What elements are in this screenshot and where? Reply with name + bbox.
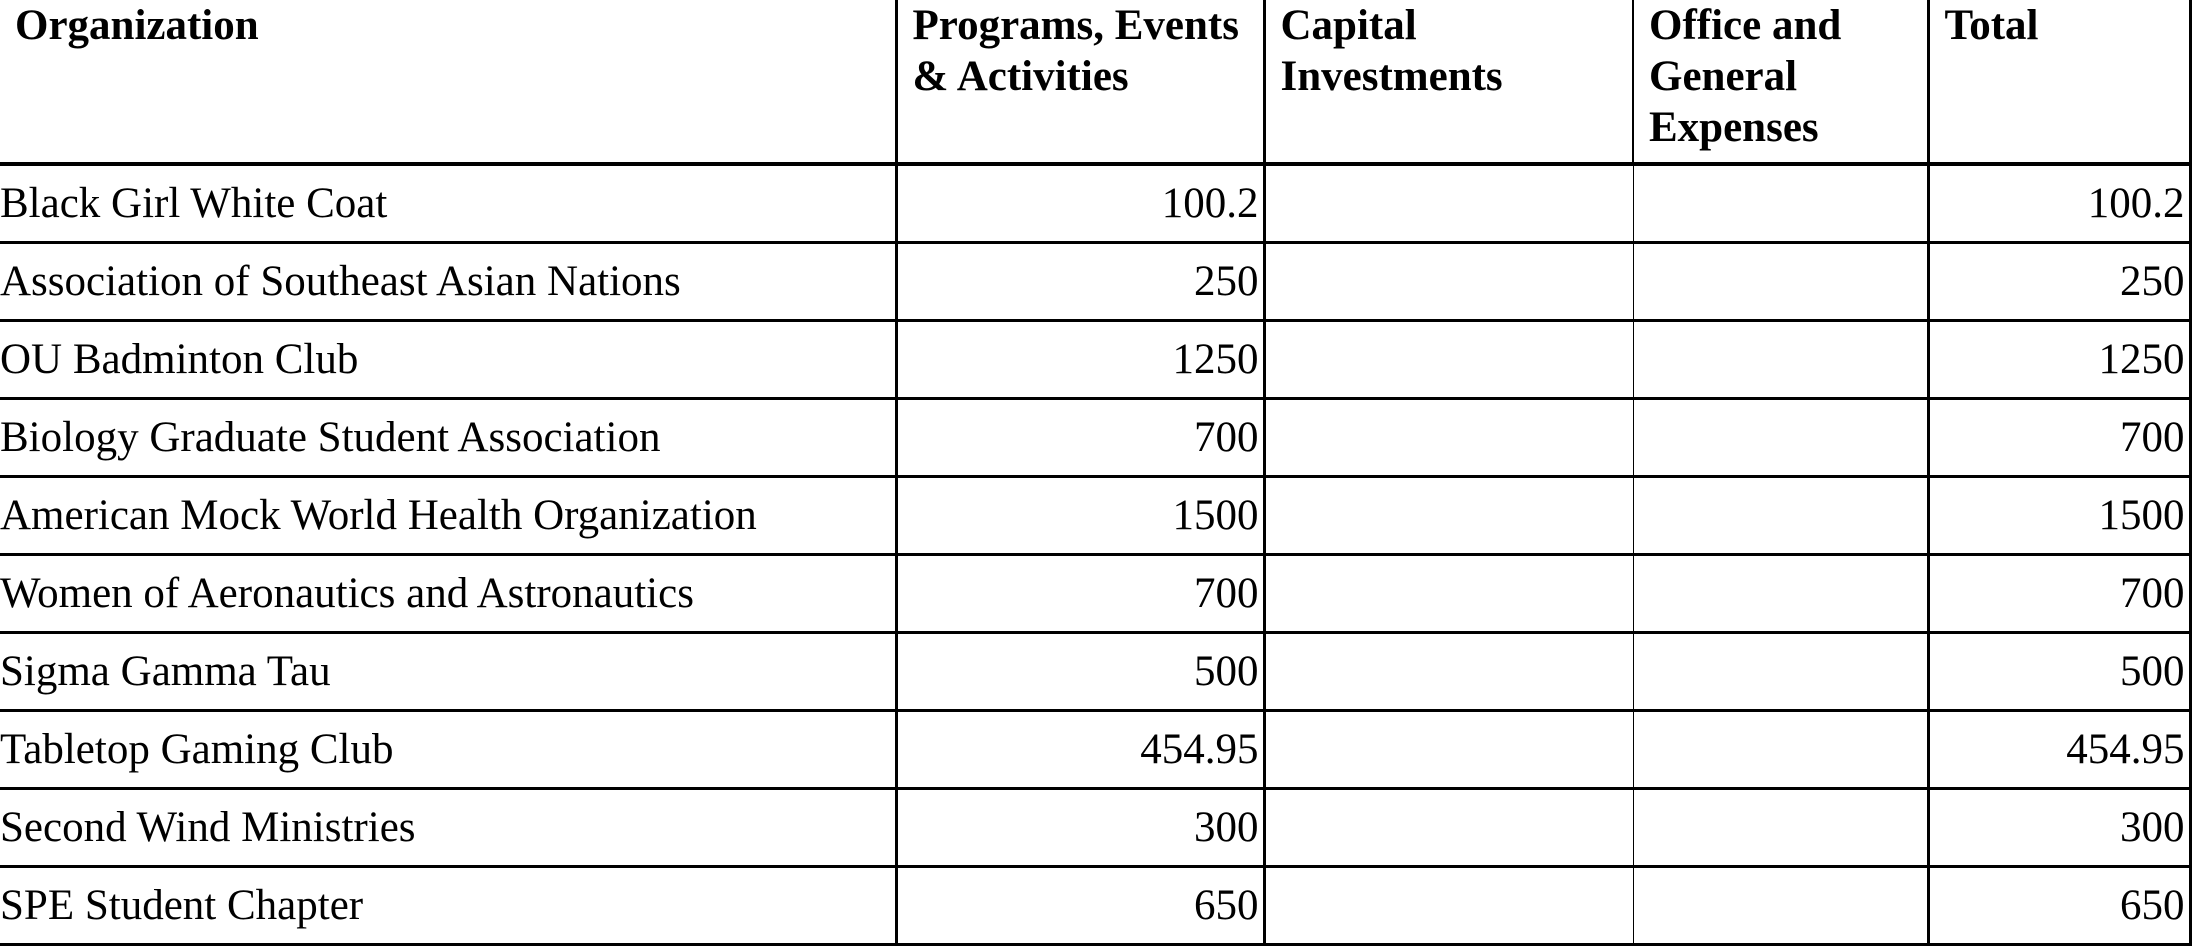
table-row bbox=[0, 633, 2190, 711]
table-row bbox=[0, 477, 2190, 555]
cell-organization: Second Wind Ministries bbox=[0, 789, 896, 867]
cell-organization: Sigma Gamma Tau bbox=[0, 633, 896, 711]
cell-total: 650 bbox=[1928, 867, 2190, 945]
header-capital-investments: Capital Investments bbox=[1264, 0, 1633, 164]
cell-office bbox=[1633, 867, 1928, 945]
cell-total: 454.95 bbox=[1928, 711, 2190, 789]
table-row bbox=[0, 789, 2190, 867]
cell-organization: Association of Southeast Asian Nations bbox=[0, 243, 896, 321]
cell-organization: Tabletop Gaming Club bbox=[0, 711, 896, 789]
cell-capital bbox=[1264, 477, 1633, 555]
cell-organization: Women of Aeronautics and Astronautics bbox=[0, 555, 896, 633]
table-row bbox=[0, 555, 2190, 633]
cell-capital bbox=[1264, 399, 1633, 477]
cell-office bbox=[1633, 633, 1928, 711]
cell-office bbox=[1633, 555, 1928, 633]
cell-organization: American Mock World Health Organization bbox=[0, 477, 896, 555]
table-row bbox=[0, 867, 2190, 945]
header-organization: Organization bbox=[0, 0, 896, 164]
header-programs-events-activities: Programs, Events & Activities bbox=[896, 0, 1264, 164]
cell-organization: Black Girl White Coat bbox=[0, 164, 896, 243]
header-total: Total bbox=[1928, 0, 2190, 164]
cell-organization: OU Badminton Club bbox=[0, 321, 896, 399]
cell-capital bbox=[1264, 711, 1633, 789]
cell-programs: 454.95 bbox=[896, 711, 1264, 789]
cell-capital bbox=[1264, 321, 1633, 399]
cell-programs: 250 bbox=[896, 243, 1264, 321]
cell-programs: 700 bbox=[896, 555, 1264, 633]
table-row bbox=[0, 243, 2190, 321]
cell-office bbox=[1633, 399, 1928, 477]
cell-programs: 500 bbox=[896, 633, 1264, 711]
header-office-general-expenses: Office and General Expenses bbox=[1633, 0, 1928, 164]
cell-capital bbox=[1264, 633, 1633, 711]
table-row bbox=[0, 321, 2190, 399]
cell-capital bbox=[1264, 789, 1633, 867]
cell-office bbox=[1633, 243, 1928, 321]
cell-programs: 700 bbox=[896, 399, 1264, 477]
cell-capital bbox=[1264, 243, 1633, 321]
cell-office bbox=[1633, 711, 1928, 789]
table-row bbox=[0, 399, 2190, 477]
cell-capital bbox=[1264, 867, 1633, 945]
cell-total: 500 bbox=[1928, 633, 2190, 711]
cell-programs: 1500 bbox=[896, 477, 1264, 555]
cell-programs: 300 bbox=[896, 789, 1264, 867]
cell-capital bbox=[1264, 555, 1633, 633]
table-row bbox=[0, 711, 2190, 789]
table-header-row bbox=[0, 0, 2190, 164]
cell-total: 100.2 bbox=[1928, 164, 2190, 243]
cell-programs: 1250 bbox=[896, 321, 1264, 399]
cell-total: 700 bbox=[1928, 399, 2190, 477]
cell-office bbox=[1633, 477, 1928, 555]
cell-programs: 650 bbox=[896, 867, 1264, 945]
cell-office bbox=[1633, 164, 1928, 243]
cell-organization: SPE Student Chapter bbox=[0, 867, 896, 945]
cell-total: 1250 bbox=[1928, 321, 2190, 399]
cell-office bbox=[1633, 321, 1928, 399]
cell-office bbox=[1633, 789, 1928, 867]
cell-total: 700 bbox=[1928, 555, 2190, 633]
table-row bbox=[0, 164, 2190, 243]
cell-total: 1500 bbox=[1928, 477, 2190, 555]
cell-total: 250 bbox=[1928, 243, 2190, 321]
cell-total: 300 bbox=[1928, 789, 2190, 867]
cell-programs: 100.2 bbox=[896, 164, 1264, 243]
cell-organization: Biology Graduate Student Association bbox=[0, 399, 896, 477]
cell-capital bbox=[1264, 164, 1633, 243]
